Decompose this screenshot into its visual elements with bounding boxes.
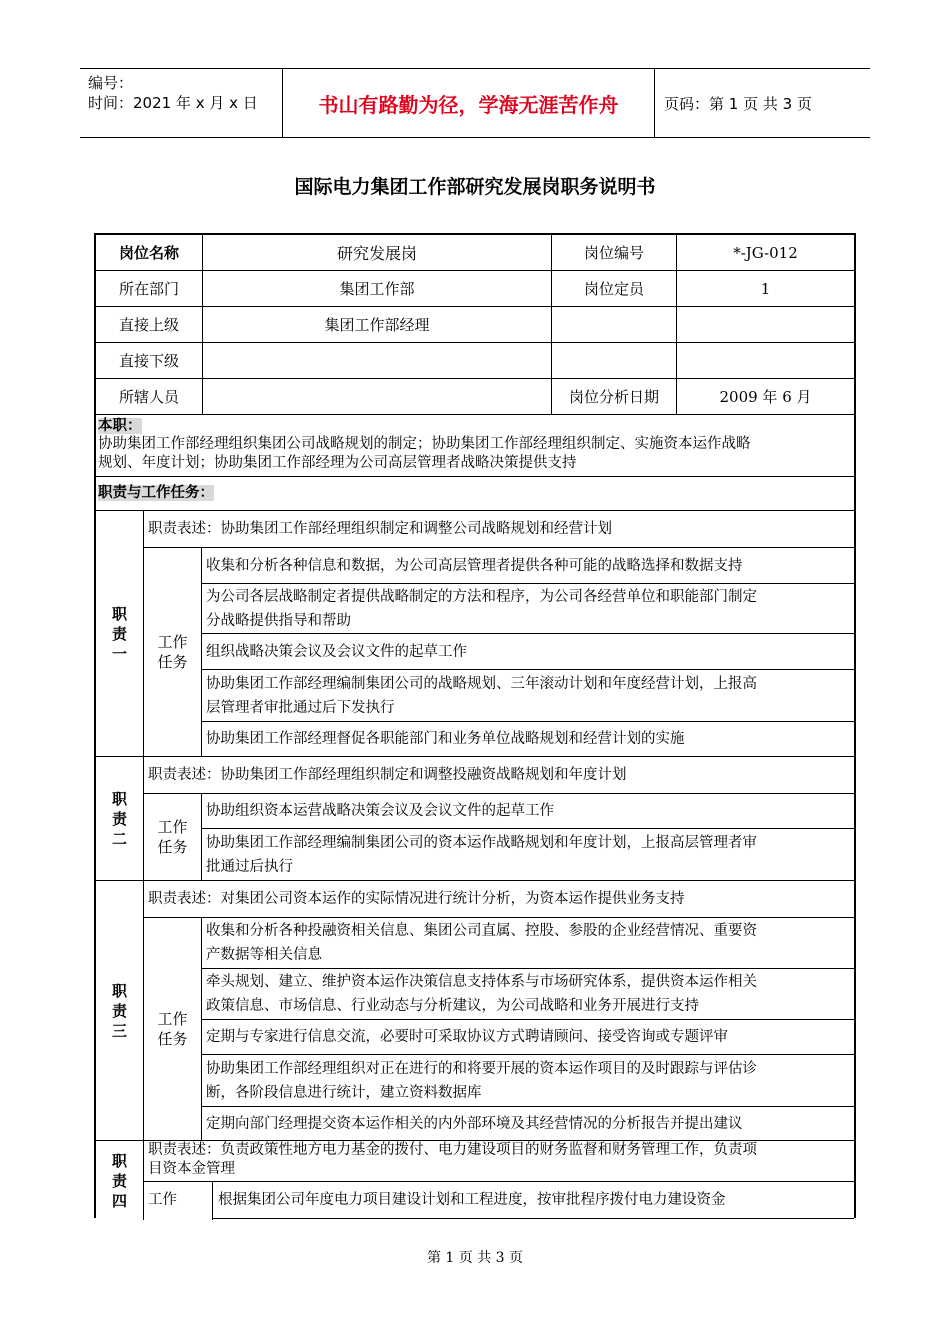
task-item: 协助组织资本运营战略决策会议及会议文件的起草工作 [206,803,554,819]
number-label: 编号： [88,74,134,92]
responsibility-2-statement: 职责表述：协助集团工作部经理组织制定和调整投融资战略规划和年度计划 [148,767,627,783]
date-label: 时间：2021 年 x 月 x 日 [88,94,258,112]
task-item: 根据集团公司年度电力项目建设计划和工程进度，按审批程序拨付电力建设资金 [218,1191,726,1208]
superior-label: 直接上级 [118,316,179,334]
task-item: 收集和分析各种信息和数据，为公司高层管理者提供各种可能的战略选择和数据支持 [206,557,743,574]
job-description-form [94,233,856,1218]
work-tasks-label: 工作 任务 [157,818,188,856]
task-item: 牵头规划、建立、维护资本运作决策信息支持体系与市场研究体系，提供资本运作相关 政策信息、市场信息、行业动态与分析建议，为公司战略和业务开展进行支持 [206,974,757,1014]
work-tasks-label: 工作 [148,1191,177,1208]
responsibilities-label: 职责与工作任务： [98,485,214,501]
responsibility-2-label: 职 责 二 [111,789,127,848]
work-tasks-label: 工作 任务 [157,633,188,671]
headcount-label: 岗位定员 [583,280,644,298]
department-label: 所在部门 [118,280,179,298]
staff-label: 所辖人员 [118,388,179,406]
page-footer: 第 1 页 共 3 页 [426,1250,524,1266]
superior-value: 集团工作部经理 [324,316,430,334]
header-divider [654,69,655,137]
subordinate-label: 直接下级 [118,352,179,370]
task-item: 协助集团工作部经理组织对正在进行的和将要开展的资本运作项目的及时跟踪与评估诊 断，各阶段信息进行统计，建立资料数据库 [206,1061,757,1101]
duty-text: 协助集团工作部经理组织集团公司战略规划的制定；协助集团工作部经理组织制定、实施资本运作战略 规划、年度计划；协助集团工作部经理为公司高层管理者战略决策提供支持 [98,436,751,471]
analysis-date-label: 岗位分析日期 [568,388,659,406]
responsibility-3-label: 职 责 三 [111,981,127,1040]
task-item: 协助集团工作部经理督促各职能部门和业务单位战略规划和经营计划的实施 [206,731,685,747]
analysis-date-value: 2009 年 6 月 [719,388,812,406]
department-value: 集团工作部 [339,280,415,298]
position-code-value: *-JG-012 [733,243,798,262]
task-item: 协助集团工作部经理编制集团公司的资本运作战略规划和年度计划，上报高层管理者审 批通过后执行 [206,835,757,875]
task-item: 定期向部门经理提交资本运作相关的内外部环境及其经营情况的分析报告并提出建议 [206,1115,743,1132]
header-motto: 书山有路勤为径，学海无涯苦作舟 [318,92,619,117]
task-item: 协助集团工作部经理编制集团公司的战略规划、三年滚动计划和年度经营计划，上报高 层管理者审批通过后下发执行 [206,676,757,716]
headcount-value: 1 [760,279,771,298]
document-title: 国际电力集团工作部研究发展岗职务说明书 [294,176,656,198]
position-name-label: 岗位名称 [118,244,179,262]
task-item: 收集和分析各种投融资相关信息、集团公司直属、控股、参股的企业经营情况、重要资 产数据等相关信息 [206,923,757,963]
responsibility-4-label: 职 责 四 [111,1151,127,1210]
responsibility-1-statement: 职责表述：协助集团工作部经理组织制定和调整公司战略规划和经营计划 [148,521,612,537]
work-tasks-label: 工作 任务 [157,1010,188,1048]
position-name-value: 研究发展岗 [336,244,417,263]
task-item: 组织战略决策会议及会议文件的起草工作 [206,643,467,660]
responsibility-1-label: 职 责 一 [111,604,127,663]
header-page-info: 页码：第 1 页 共 3 页 [664,94,812,113]
task-item: 为公司各层战略制定者提供战略制定的方法和程序，为公司各经营单位和职能部门制定 分战略提供指导和帮助 [206,589,757,629]
position-code-label: 岗位编号 [583,244,644,262]
page-header [80,68,870,138]
responsibility-3-statement: 职责表述：对集团公司资本运作的实际情况进行统计分析，为资本运作提供业务支持 [148,891,685,907]
task-item: 定期与专家进行信息交流，必要时可采取协议方式聘请顾问、接受咨询或专题评审 [206,1029,728,1045]
header-meta [88,73,283,113]
responsibility-4-statement: 职责表述：负责政策性地方电力基金的拨付、电力建设项目的财务监督和财务管理工作，负责项 目资本金管理 [148,1142,757,1177]
duty-label: 本职： [98,418,142,434]
